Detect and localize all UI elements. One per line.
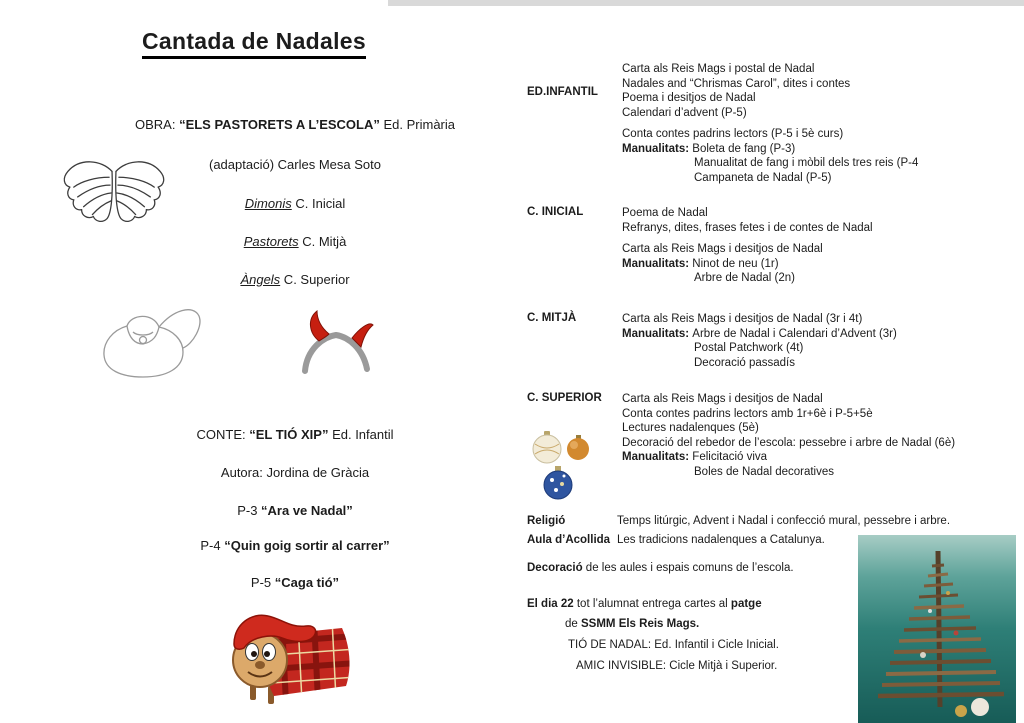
- manualitats-item: Postal Patchwork (4t): [694, 342, 804, 354]
- decoracio-line: [527, 562, 794, 574]
- role-name: Dimonis: [244, 196, 292, 211]
- dia22-text: tot l’alumnat entrega cartes al: [573, 598, 731, 610]
- section-mitja-content: [622, 312, 1024, 370]
- tio-nadal-line: TIÓ DE NADAL: Ed. Infantil i Cicle Inicial.: [568, 639, 779, 651]
- activity-line: Carta als Reis Mags i postal de Nadal: [622, 63, 815, 75]
- manualitats-item: Felicitació viva: [692, 451, 768, 463]
- caga-tio-image: [222, 598, 357, 710]
- manualitats-line: [622, 257, 1024, 272]
- activity-line: Poema i desitjos de Nadal: [622, 92, 756, 104]
- christmas-baubles-image: [532, 428, 604, 510]
- section-label-mitja: C. MITJÀ: [527, 312, 577, 324]
- activity-line: Nadales and “Chrismas Carol”, dites i contes: [622, 77, 851, 90]
- decoracio-text: de les aules i espais comuns de l’escola.: [582, 562, 794, 574]
- manualitats-item: Manualitat de fang i mòbil dels tres reis (P-4: [694, 157, 919, 169]
- role-level: C. Mitjà: [298, 234, 347, 249]
- manualitats-item: Arbre de Nadal (2n): [694, 272, 795, 284]
- activity-line: Lectures nadalenques (5è): [622, 422, 759, 434]
- amic-invisible-line: AMIC INVISIBLE: Cicle Mitjà i Superior.: [576, 660, 778, 672]
- conte-edition: Ed. Infantil: [328, 427, 394, 442]
- song-grade: P-5: [250, 575, 275, 590]
- conte-title: “EL TIÓ XIP”: [249, 427, 329, 442]
- activity-line: Carta als Reis Mags i desitjos de Nadal: [622, 393, 823, 405]
- shepherd-bag-image: [93, 292, 211, 384]
- acollida-label: Aula d’Acollida: [527, 534, 611, 546]
- dia22-patge: patge: [730, 598, 762, 610]
- role-line-angels: [70, 272, 520, 287]
- section-label-infantil: ED.INFANTIL: [527, 86, 598, 98]
- activity-line: Decoració del rebedor de l’escola: pessebre i arbre de Nadal (6è): [622, 436, 956, 449]
- acollida-text: Les tradicions nadalenques a Catalunya.: [617, 534, 825, 546]
- stick-tree-photo: [858, 535, 1016, 723]
- conte-prefix: CONTE:: [196, 427, 250, 442]
- song-title: “Ara ve Nadal”: [261, 503, 353, 518]
- manualitats-line: [622, 142, 1024, 157]
- role-line-pastorets: [70, 234, 520, 249]
- role-level: C. Inicial: [291, 196, 346, 211]
- dia22-date: El dia 22: [527, 598, 574, 610]
- document-title: Cantada de Nadales: [142, 28, 366, 59]
- section-infantil-content: [622, 62, 1024, 185]
- section-inicial-content: [622, 206, 1024, 286]
- activity-line: Calendari d’advent (P-5): [622, 106, 747, 119]
- ssmm-line: [565, 618, 699, 630]
- activity-line: Carta als Reis Mags i desitjos de Nadal (3r i 4t): [622, 313, 863, 325]
- activity-line: Refranys, dites, frases fetes i de contes de Nadal: [622, 221, 873, 234]
- activity-line: Poema de Nadal: [622, 207, 708, 219]
- role-name: Pastorets: [243, 234, 299, 249]
- manualitats-item: Boleta de fang (P-3): [692, 142, 796, 155]
- decoracio-label: Decoració: [527, 562, 583, 574]
- manualitats-line: [622, 450, 1024, 465]
- religio-label: Religió: [527, 515, 566, 527]
- role-name: Àngels: [240, 272, 281, 287]
- scan-top-edge: [388, 0, 1024, 6]
- section-label-superior: C. SUPERIOR: [527, 392, 602, 404]
- manualitats-label: Manualitats:: [622, 451, 690, 463]
- devil-horns-image: [297, 307, 375, 379]
- song-title: “Caga tió”: [274, 575, 340, 590]
- song-line-p4: [70, 538, 520, 553]
- dia22-line: [527, 598, 762, 610]
- song-line-p3: [70, 503, 520, 518]
- activity-line: Conta contes padrins lectors (P-5 i 5è curs): [622, 128, 844, 140]
- role-level: C. Superior: [280, 272, 350, 287]
- manualitats-item: Decoració passadís: [694, 356, 795, 369]
- obra-prefix: OBRA:: [134, 117, 180, 132]
- manualitats-item: Campaneta de Nadal (P-5): [694, 171, 832, 184]
- manualitats-line: [622, 327, 1024, 342]
- song-grade: P-4: [200, 538, 225, 553]
- adaptation-line: (adaptació) Carles Mesa Soto: [209, 157, 381, 172]
- manualitats-label: Manualitats:: [622, 142, 690, 155]
- manualitats-item: Boles de Nadal decoratives: [694, 465, 834, 478]
- obra-title: “ELS PASTORETS A L’ESCOLA”: [179, 117, 380, 132]
- conte-line: [70, 427, 520, 442]
- obra-edition: Ed. Primària: [379, 117, 456, 132]
- ssmm-name: SSMM Els Reis Mags.: [581, 618, 700, 630]
- manualitats-label: Manualitats:: [622, 327, 690, 340]
- song-line-p5: [70, 575, 520, 590]
- song-title: “Quin goig sortir al carrer”: [224, 538, 390, 553]
- manualitats-item: Ninot de neu (1r): [692, 257, 779, 270]
- author-line: Autora: Jordina de Gràcia: [220, 465, 370, 480]
- angel-wings-image: [60, 157, 168, 229]
- section-superior-content: [622, 392, 1024, 479]
- obra-line: [70, 117, 520, 132]
- ssmm-prefix: de: [565, 618, 581, 630]
- religio-text: Temps litúrgic, Advent i Nadal i confecció mural, pessebre i arbre.: [617, 515, 951, 527]
- activity-line: Conta contes padrins lectors amb 1r+6è i P-5+5è: [622, 407, 873, 420]
- song-grade: P-3: [237, 503, 262, 518]
- manualitats-label: Manualitats:: [622, 257, 690, 270]
- section-label-inicial: C. INICIAL: [527, 206, 584, 218]
- activity-line: Carta als Reis Mags i desitjos de Nadal: [622, 243, 823, 255]
- manualitats-item: Arbre de Nadal i Calendari d’Advent (3r): [692, 327, 897, 340]
